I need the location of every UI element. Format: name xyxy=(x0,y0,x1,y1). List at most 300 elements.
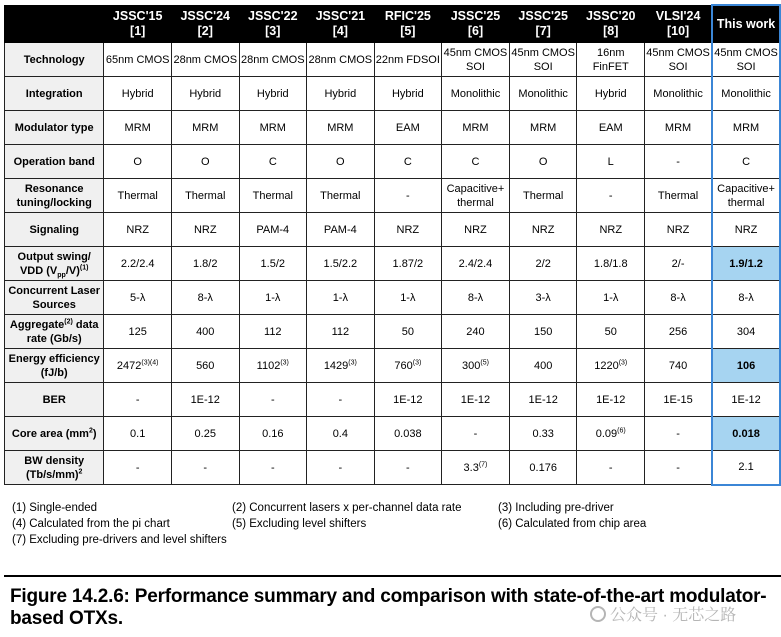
cell-value: - xyxy=(406,189,410,202)
table-cell xyxy=(374,43,441,77)
cell-value: 0.038 xyxy=(394,427,422,440)
footnote: (6) Calculated from chip area xyxy=(498,518,647,530)
row-header-sub: pp xyxy=(57,271,66,279)
column-header-ref: [10] xyxy=(666,23,690,38)
table-row xyxy=(5,281,781,315)
row-header xyxy=(5,247,104,281)
row-header-label: Operation band xyxy=(13,155,95,168)
cell-value: MRM xyxy=(124,121,151,134)
cell-value: L xyxy=(607,155,614,168)
cell-value: 112 xyxy=(264,325,282,338)
row-header-label-line2: Sources xyxy=(32,298,76,311)
table-cell xyxy=(442,281,510,315)
table-cell xyxy=(442,247,510,281)
table-row xyxy=(5,111,781,145)
cell-value: 560 xyxy=(196,359,215,372)
table-cell xyxy=(442,349,510,383)
table-cell xyxy=(104,77,172,111)
table-cell xyxy=(577,315,645,349)
table-cell xyxy=(374,111,441,145)
cell-value: 240 xyxy=(466,325,485,338)
cell-value: 2/2 xyxy=(535,257,551,270)
row-header-label-line2: (fJ/b) xyxy=(40,366,68,379)
cell-value: 1E-12 xyxy=(460,393,491,406)
table-cell xyxy=(239,247,307,281)
cell-value: 1E-12 xyxy=(731,393,761,406)
cell-value: 400 xyxy=(533,359,553,372)
cell-value: 0.09 xyxy=(595,427,618,440)
cell-value: 1-λ xyxy=(400,291,416,304)
table-cell xyxy=(442,417,510,451)
table-cell xyxy=(509,145,577,179)
table-cell xyxy=(374,77,441,111)
table-cell xyxy=(104,179,172,213)
cell-value: 1-λ xyxy=(332,291,348,304)
column-header xyxy=(239,5,307,43)
cell-footnote-ref: (5) xyxy=(480,358,489,366)
cell-value: Thermal xyxy=(252,189,293,202)
table-cell xyxy=(104,213,172,247)
cell-value: - xyxy=(406,461,410,474)
cell-value: - xyxy=(135,393,140,406)
table-cell xyxy=(307,43,375,77)
table-cell xyxy=(442,111,510,145)
cell-value: 50 xyxy=(401,325,414,338)
table-cell xyxy=(104,451,172,485)
table-cell xyxy=(374,451,441,485)
table-cell xyxy=(442,451,510,485)
cell-value: 16nm xyxy=(596,46,625,59)
table-cell xyxy=(104,417,172,451)
table-cell xyxy=(307,213,375,247)
table-cell xyxy=(239,349,307,383)
row-header-label: Signaling xyxy=(29,223,79,236)
cell-value: Capacitive+ xyxy=(717,182,775,195)
table-cell xyxy=(645,179,713,213)
column-header xyxy=(645,5,713,43)
cell-value: 50 xyxy=(604,325,617,338)
cell-value: Monolithic xyxy=(653,87,703,100)
column-header xyxy=(509,5,577,43)
table-cell xyxy=(239,451,307,485)
table-cell xyxy=(374,145,441,179)
footnote: (4) Calculated from the pi chart xyxy=(12,518,170,530)
table-cell xyxy=(712,77,780,111)
cell-value: 2.2/2.4 xyxy=(120,257,155,270)
cell-value: 1.8/2 xyxy=(193,257,218,270)
cell-value: MRM xyxy=(327,121,354,134)
row-header-label: Technology xyxy=(23,53,85,66)
cell-value: 1.5/2.2 xyxy=(323,257,358,270)
table-cell xyxy=(104,111,172,145)
table-cell xyxy=(509,111,577,145)
watermark-text: 公众号 · 无芯之路 xyxy=(610,607,737,624)
table-cell xyxy=(645,451,713,485)
cell-value: Hybrid xyxy=(121,87,154,100)
footnote: (3) Including pre-driver xyxy=(498,502,614,514)
cell-value: 1102 xyxy=(256,359,281,372)
cell-value: - xyxy=(338,393,343,406)
table-cell xyxy=(442,145,510,179)
table-cell xyxy=(104,349,172,383)
table-cell xyxy=(104,315,172,349)
table-cell xyxy=(307,179,375,213)
cell-value: 0.25 xyxy=(194,427,216,440)
table-row xyxy=(5,383,781,417)
table-cell xyxy=(239,315,307,349)
table-cell xyxy=(239,213,307,247)
cell-value-line2: SOI xyxy=(668,60,688,73)
cell-value-line2: SOI xyxy=(465,60,485,73)
cell-value: Hybrid xyxy=(594,87,627,100)
table-cell xyxy=(577,451,645,485)
column-header-title: JSSC'25 xyxy=(450,8,501,23)
cell-value: 45nm CMOS xyxy=(646,46,710,59)
table-cell xyxy=(374,281,441,315)
row-header-label: Modulator type xyxy=(14,121,94,134)
table-cell xyxy=(509,281,577,315)
table-cell xyxy=(577,281,645,315)
table-row xyxy=(5,145,781,179)
column-header-ref: [1] xyxy=(130,23,146,38)
cell-value: PAM-4 xyxy=(323,223,357,236)
row-header-label: Integration xyxy=(25,87,83,100)
table-cell xyxy=(171,281,239,315)
row-header xyxy=(5,111,104,145)
table-row xyxy=(5,451,781,485)
table-cell xyxy=(509,77,577,111)
column-header xyxy=(104,5,172,43)
footnote-row xyxy=(12,516,772,532)
cell-value: 0.176 xyxy=(529,461,557,474)
cell-value: O xyxy=(336,155,345,168)
cell-value: 1E-12 xyxy=(596,393,626,406)
table-cell xyxy=(374,213,441,247)
cell-value: 1.5/2 xyxy=(260,257,286,270)
table-cell xyxy=(307,315,375,349)
table-cell xyxy=(577,43,645,77)
cell-value: 8-λ xyxy=(467,291,484,304)
table-cell xyxy=(374,179,441,213)
cell-value: 3.3 xyxy=(463,461,479,474)
table-cell xyxy=(645,111,713,145)
row-header-label-line2: (Tb/s/mm xyxy=(25,468,75,481)
table-cell xyxy=(442,179,510,213)
cell-value: 28nm CMOS xyxy=(173,53,238,66)
footnote-row xyxy=(12,532,772,548)
cell-value: - xyxy=(270,461,275,474)
column-header-ref: [7] xyxy=(535,23,551,38)
column-header xyxy=(171,5,239,43)
cell-value: MRM xyxy=(462,121,489,134)
cell-value: 45nm CMOS xyxy=(511,46,575,59)
row-header-label: Core area (mm xyxy=(11,427,89,440)
footnote-row xyxy=(12,500,772,516)
row-header xyxy=(5,383,104,417)
cell-value: 2472 xyxy=(116,359,142,372)
cell-value: 300 xyxy=(462,359,481,372)
table-cell xyxy=(171,349,239,383)
row-header-label: BW density xyxy=(24,454,85,467)
cell-value: NRZ xyxy=(396,223,420,236)
cell-footnote-ref: (3) xyxy=(348,358,357,366)
table-cell xyxy=(171,213,239,247)
footnotes xyxy=(12,500,772,548)
cell-value: Thermal xyxy=(320,189,361,202)
cell-value: NRZ xyxy=(531,223,555,236)
table-cell xyxy=(645,383,713,417)
table-header-row xyxy=(5,5,781,43)
cell-value: C xyxy=(742,155,751,168)
table-cell xyxy=(577,417,645,451)
row-header-label: Aggregate xyxy=(9,318,65,331)
column-header-ref: [3] xyxy=(265,23,281,38)
footnote: (1) Single-ended xyxy=(12,502,98,514)
cell-value: 45nm CMOS xyxy=(443,46,508,59)
cell-value: 1.8/1.8 xyxy=(593,257,628,270)
cell-value: Monolithic xyxy=(450,87,501,100)
cell-value: - xyxy=(676,155,680,168)
row-header xyxy=(5,417,104,451)
table-cell xyxy=(104,383,172,417)
cell-value: 0.4 xyxy=(332,427,348,440)
cell-value: 0.018 xyxy=(732,427,760,440)
table-row xyxy=(5,247,781,281)
cell-value: Thermal xyxy=(523,189,564,202)
cell-value-line2: SOI xyxy=(736,60,756,73)
table-cell xyxy=(577,145,645,179)
cell-value: 2/- xyxy=(671,257,685,270)
column-header xyxy=(712,5,780,43)
table-cell xyxy=(712,315,780,349)
cell-footnote-ref: (6) xyxy=(617,426,626,434)
table-cell xyxy=(577,213,645,247)
table-cell xyxy=(239,77,307,111)
table-cell xyxy=(104,247,172,281)
column-header-title: JSSC'22 xyxy=(248,8,298,23)
cell-value: 2.1 xyxy=(738,461,754,474)
row-header-sup: 2 xyxy=(88,426,93,434)
row-header xyxy=(5,43,104,77)
cell-footnote-ref: (3) xyxy=(412,358,422,366)
cell-value: NRZ xyxy=(734,223,758,236)
table-cell xyxy=(307,145,375,179)
cell-value: 1E-15 xyxy=(663,393,693,406)
row-header xyxy=(5,145,104,179)
table-cell xyxy=(307,247,375,281)
cell-value: Monolithic xyxy=(721,87,771,100)
comparison-table xyxy=(4,4,781,486)
cell-value: 1429 xyxy=(323,359,349,372)
table-cell xyxy=(645,77,713,111)
column-header-ref: [6] xyxy=(467,23,484,38)
row-header-label: Energy efficiency xyxy=(8,352,100,365)
row-header-sup: 2 xyxy=(78,467,83,475)
table-cell xyxy=(239,145,307,179)
table-cell xyxy=(645,213,713,247)
table-cell xyxy=(712,349,780,383)
cell-value: - xyxy=(608,189,613,202)
cell-footnote-ref: (3) xyxy=(280,358,289,366)
cell-value: 8-λ xyxy=(670,291,686,304)
column-header xyxy=(442,5,510,43)
cell-value: MRM xyxy=(664,121,692,134)
table-cell xyxy=(712,43,780,77)
table-cell xyxy=(509,213,577,247)
table-cell xyxy=(645,145,713,179)
wechat-logo-icon xyxy=(590,606,606,622)
row-header-label-line2: VDD (V xyxy=(19,264,58,277)
table-cell xyxy=(645,417,713,451)
table-cell xyxy=(645,349,713,383)
table-cell xyxy=(104,145,172,179)
cell-value-line2: thermal xyxy=(727,196,765,209)
row-header xyxy=(5,451,104,485)
column-header-title: JSSC'25 xyxy=(518,8,568,23)
table-cell xyxy=(509,247,577,281)
table-cell xyxy=(104,281,172,315)
cell-value: 8-λ xyxy=(738,291,754,304)
cell-value: 8-λ xyxy=(197,291,213,304)
cell-value: - xyxy=(338,461,343,474)
cell-value: 5-λ xyxy=(130,291,146,304)
table-row xyxy=(5,213,781,247)
row-header-label-line2: tuning/locking xyxy=(16,196,92,209)
row-header-tail: ) xyxy=(92,427,97,440)
cell-value: Monolithic xyxy=(518,87,568,100)
table-cell xyxy=(645,43,713,77)
table-cell xyxy=(239,417,307,451)
table-cell xyxy=(509,43,577,77)
cell-value: 1.87/2 xyxy=(392,257,424,270)
column-header-title: JSSC'24 xyxy=(180,8,230,23)
cell-value: 1-λ xyxy=(265,291,281,304)
cell-value: O xyxy=(200,155,210,168)
table-row xyxy=(5,43,781,77)
row-header-label: Concurrent Laser xyxy=(8,284,101,297)
cell-value: 28nm CMOS xyxy=(308,53,373,66)
table-cell xyxy=(171,451,239,485)
cell-value: - xyxy=(608,461,613,474)
cell-value: 22nm FDSOI xyxy=(375,53,440,66)
table-cell xyxy=(577,77,645,111)
cell-value: Hybrid xyxy=(256,87,289,100)
cell-footnote-ref: (7) xyxy=(478,460,488,468)
table-cell xyxy=(171,111,239,145)
table-cell xyxy=(239,179,307,213)
table-cell xyxy=(171,43,239,77)
column-header xyxy=(577,5,645,43)
table-cell xyxy=(509,349,577,383)
row-header-tail: /V) xyxy=(65,264,80,277)
table-cell xyxy=(171,247,239,281)
table-cell xyxy=(171,417,239,451)
row-header-label: Resonance xyxy=(24,182,84,195)
cell-value: - xyxy=(203,461,208,474)
cell-value: 106 xyxy=(736,359,756,372)
table-cell xyxy=(712,111,780,145)
cell-value: 125 xyxy=(128,325,147,338)
column-header-ref: [2] xyxy=(197,23,213,38)
cell-value: 400 xyxy=(196,325,215,338)
table-row xyxy=(5,349,781,383)
header-corner xyxy=(5,5,104,43)
cell-value: 256 xyxy=(668,325,688,338)
cell-value: 0.16 xyxy=(262,427,284,440)
table-cell xyxy=(171,383,239,417)
row-header xyxy=(5,213,104,247)
table-cell xyxy=(712,417,780,451)
table-row xyxy=(5,315,781,349)
cell-value: 112 xyxy=(331,325,350,338)
table-cell xyxy=(442,383,510,417)
table-cell xyxy=(239,43,307,77)
cell-value: MRM xyxy=(732,121,760,134)
cell-value: MRM xyxy=(530,121,557,134)
table-cell xyxy=(374,383,441,417)
cell-value: 3-λ xyxy=(535,291,551,304)
cell-value-line2: SOI xyxy=(533,60,553,73)
cell-value: 2.4/2.4 xyxy=(458,257,493,270)
table-row xyxy=(5,179,781,213)
comparison-table-container xyxy=(4,4,781,486)
column-header-title: VLSI'24 xyxy=(655,8,701,23)
table-cell xyxy=(307,383,375,417)
table-cell xyxy=(171,315,239,349)
table-cell xyxy=(239,383,307,417)
cell-value: 304 xyxy=(736,325,756,338)
cell-value: - xyxy=(135,461,140,474)
cell-value: 150 xyxy=(533,325,553,338)
cell-value: 1-λ xyxy=(603,291,619,304)
cell-value: NRZ xyxy=(193,223,217,236)
cell-value: 0.1 xyxy=(130,427,146,440)
table-cell xyxy=(712,247,780,281)
cell-value: MRM xyxy=(192,121,219,134)
caption-divider xyxy=(4,575,781,577)
table-cell xyxy=(645,315,713,349)
table-cell xyxy=(442,43,510,77)
table-cell xyxy=(171,77,239,111)
cell-value: Thermal xyxy=(117,189,158,202)
cell-value: MRM xyxy=(259,121,286,134)
table-cell xyxy=(577,383,645,417)
cell-value: NRZ xyxy=(126,223,149,236)
footnote: (5) Excluding level shifters xyxy=(232,518,367,530)
cell-value: Hybrid xyxy=(189,87,222,100)
table-cell xyxy=(509,383,577,417)
row-header-label: Output swing/ xyxy=(17,250,91,263)
table-cell xyxy=(307,451,375,485)
cell-value: Hybrid xyxy=(391,87,424,100)
row-header-sup: (1) xyxy=(79,263,89,271)
cell-value: 0.33 xyxy=(532,427,554,440)
column-header-title: JSSC'15 xyxy=(112,8,163,23)
cell-value: Hybrid xyxy=(324,87,357,100)
row-header xyxy=(5,349,104,383)
row-header-tail: ) xyxy=(74,468,79,481)
footnote: (2) Concurrent lasers x per-channel data rate xyxy=(232,502,462,514)
table-cell xyxy=(712,383,780,417)
cell-value: Thermal xyxy=(185,189,226,202)
cell-value: - xyxy=(270,393,275,406)
column-header-ref: [8] xyxy=(603,23,619,38)
table-cell xyxy=(374,417,441,451)
cell-value: O xyxy=(538,155,548,168)
row-header-label: BER xyxy=(42,393,66,406)
table-cell xyxy=(645,247,713,281)
cell-value: - xyxy=(473,427,478,440)
